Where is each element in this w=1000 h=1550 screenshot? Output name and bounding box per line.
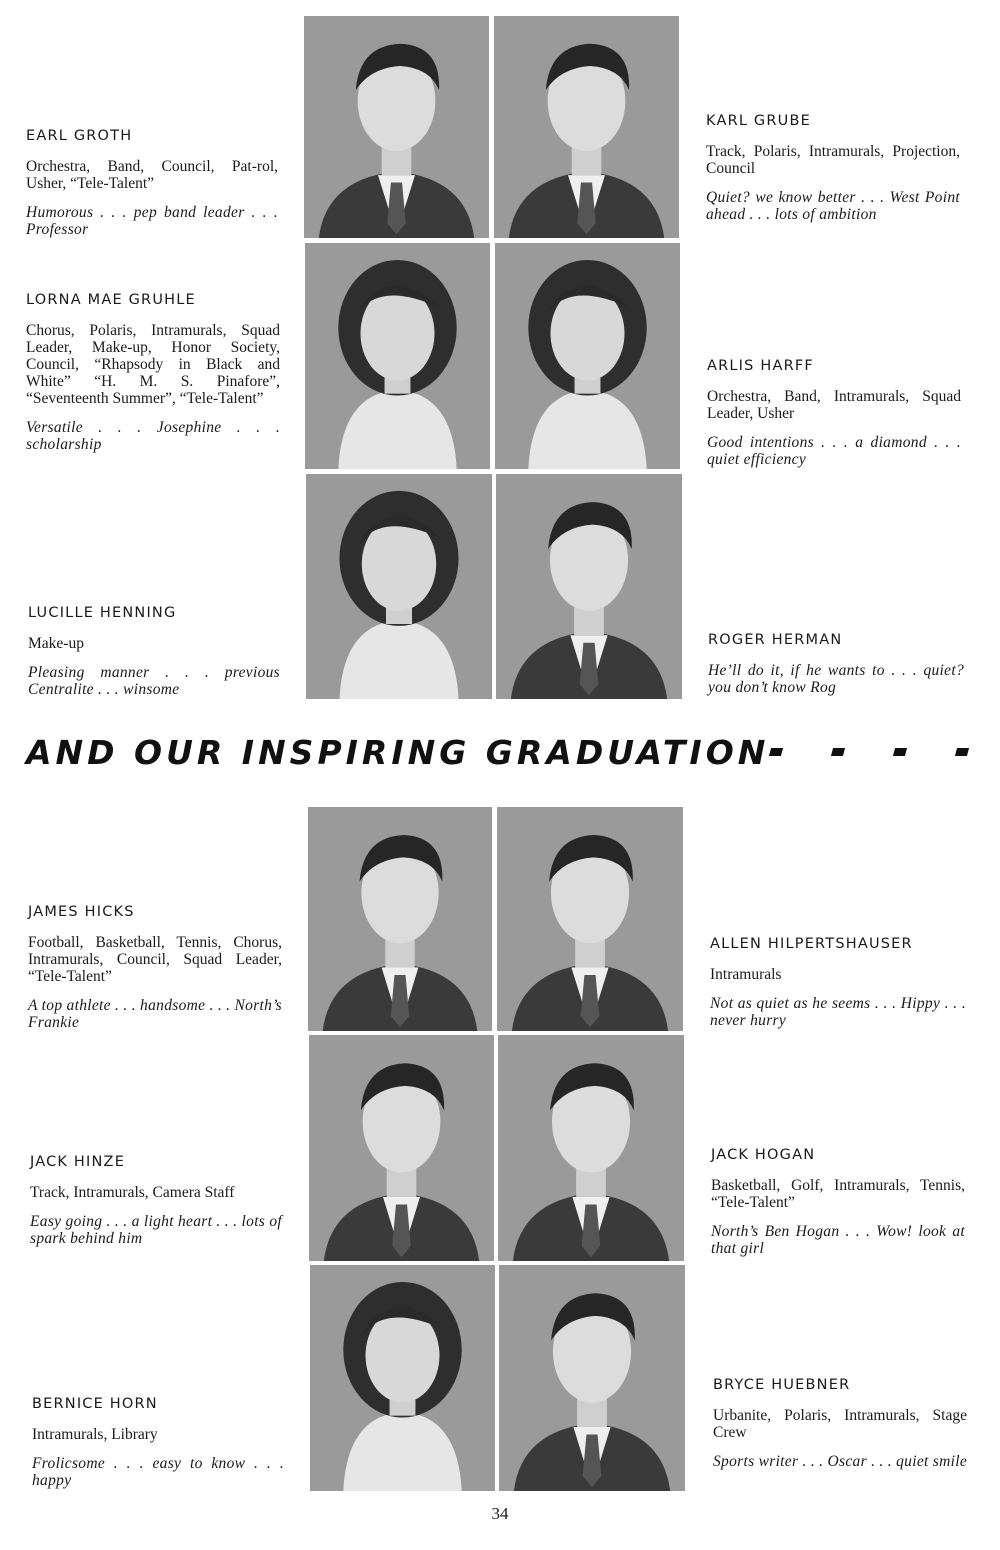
- student-description: Humorous . . . pep band leader . . . Professor: [26, 204, 278, 238]
- student-name: EARL GROTH: [26, 128, 133, 144]
- student-caption-lucille-henning: [28, 605, 280, 698]
- portrait-jack-hinze: [309, 1035, 494, 1261]
- portrait-james-hicks: [308, 807, 492, 1031]
- student-description: Pleasing manner . . . previous Centralite . . . winsome: [28, 664, 280, 698]
- portrait-roger-herman: [496, 474, 682, 699]
- student-activities: Football, Basketball, Tennis, Chorus, Intramurals, Council, Squad Leader, “Tele-Talent”: [28, 934, 282, 985]
- student-name: BERNICE HORN: [32, 1396, 158, 1412]
- student-name: JACK HINZE: [30, 1154, 126, 1170]
- student-name: BRYCE HUEBNER: [713, 1377, 851, 1393]
- student-description: Easy going . . . a light heart . . . lots of spark behind him: [30, 1213, 282, 1247]
- portrait-jack-hogan: [498, 1035, 684, 1261]
- student-description: Sports writer . . . Oscar . . . quiet smile: [713, 1453, 968, 1470]
- student-activities: Make-up: [28, 635, 84, 652]
- portrait-lorna-mae-gruhle: [305, 243, 490, 469]
- student-activities: Chorus, Polaris, Intramurals, Squad Leader, Make-up, Honor Society, Council, “Rhapsody in Black and White” “H. M. S. Pinafore”, “Seventeenth Summer”, “Tele-Talent”: [26, 322, 280, 407]
- student-name: ROGER HERMAN: [708, 632, 843, 648]
- banner-dots: [770, 748, 968, 756]
- student-name: ALLEN HILPERTSHAUSER: [710, 936, 913, 952]
- portrait-karl-grube: [494, 16, 679, 238]
- page-number: 34: [491, 1504, 509, 1523]
- student-caption-james-hicks: [28, 904, 282, 1031]
- student-caption-jack-hinze: [30, 1154, 282, 1247]
- student-activities: Track, Polaris, Intramurals, Projection, Council: [706, 143, 960, 177]
- student-name: JAMES HICKS: [28, 904, 135, 920]
- portrait-bryce-huebner: [499, 1265, 685, 1491]
- student-description: A top athlete . . . handsome . . . North’s Frankie: [28, 997, 282, 1031]
- student-activities: Intramurals, Library: [32, 1426, 158, 1443]
- student-activities: Urbanite, Polaris, Intramurals, Stage Crew: [713, 1407, 967, 1441]
- student-name: ARLIS HARFF: [707, 358, 814, 374]
- student-activities: Track, Intramurals, Camera Staff: [30, 1184, 235, 1201]
- student-activities: Intramurals: [710, 966, 782, 983]
- banner-dot: [893, 748, 907, 756]
- student-caption-roger-herman: [708, 632, 964, 696]
- portrait-allen-hilpertshauser: [497, 807, 683, 1031]
- student-caption-allen-hilpertshauser: [710, 936, 966, 1029]
- student-name: JACK HOGAN: [711, 1147, 816, 1163]
- portrait-earl-groth: [304, 16, 489, 238]
- student-description: He’ll do it, if he wants to . . . quiet? you don’t know Rog: [708, 662, 964, 696]
- portrait-bernice-horn: [310, 1265, 495, 1491]
- student-name: LUCILLE HENNING: [28, 605, 177, 621]
- student-caption-earl-groth: [26, 128, 278, 238]
- student-name: LORNA MAE GRUHLE: [26, 292, 196, 308]
- student-description: Frolicsome . . . easy to know . . . happy: [32, 1455, 284, 1489]
- student-activities: Orchestra, Band, Council, Pat-rol, Usher, “Tele-Talent”: [26, 158, 278, 192]
- student-description: Quiet? we know better . . . West Point ahead . . . lots of ambition: [706, 189, 960, 223]
- student-activities: Orchestra, Band, Intramurals, Squad Leader, Usher: [707, 388, 961, 422]
- student-caption-arlis-harff: [707, 358, 961, 468]
- student-caption-lorna-mae-gruhle: [26, 292, 280, 453]
- banner-title: AND OUR INSPIRING GRADUATION: [26, 732, 770, 772]
- student-name: KARL GRUBE: [706, 113, 811, 129]
- student-caption-bryce-huebner: [713, 1377, 967, 1470]
- section-banner: [26, 728, 976, 776]
- banner-dot: [955, 748, 969, 756]
- student-caption-karl-grube: [706, 113, 960, 223]
- student-description: North’s Ben Hogan . . . Wow! look at that girl: [711, 1223, 965, 1257]
- banner-dot: [831, 748, 845, 756]
- portrait-lucille-henning: [306, 474, 492, 699]
- portrait-arlis-harff: [495, 243, 680, 469]
- student-description: Good intentions . . . a diamond . . . quiet efficiency: [707, 434, 961, 468]
- student-description: Versatile . . . Josephine . . . scholarship: [26, 419, 280, 453]
- student-caption-bernice-horn: [32, 1396, 284, 1489]
- student-activities: Basketball, Golf, Intramurals, Tennis, “Tele-Talent”: [711, 1177, 965, 1211]
- banner-dot: [769, 748, 783, 756]
- student-caption-jack-hogan: [711, 1147, 965, 1257]
- student-description: Not as quiet as he seems . . . Hippy . . . never hurry: [710, 995, 966, 1029]
